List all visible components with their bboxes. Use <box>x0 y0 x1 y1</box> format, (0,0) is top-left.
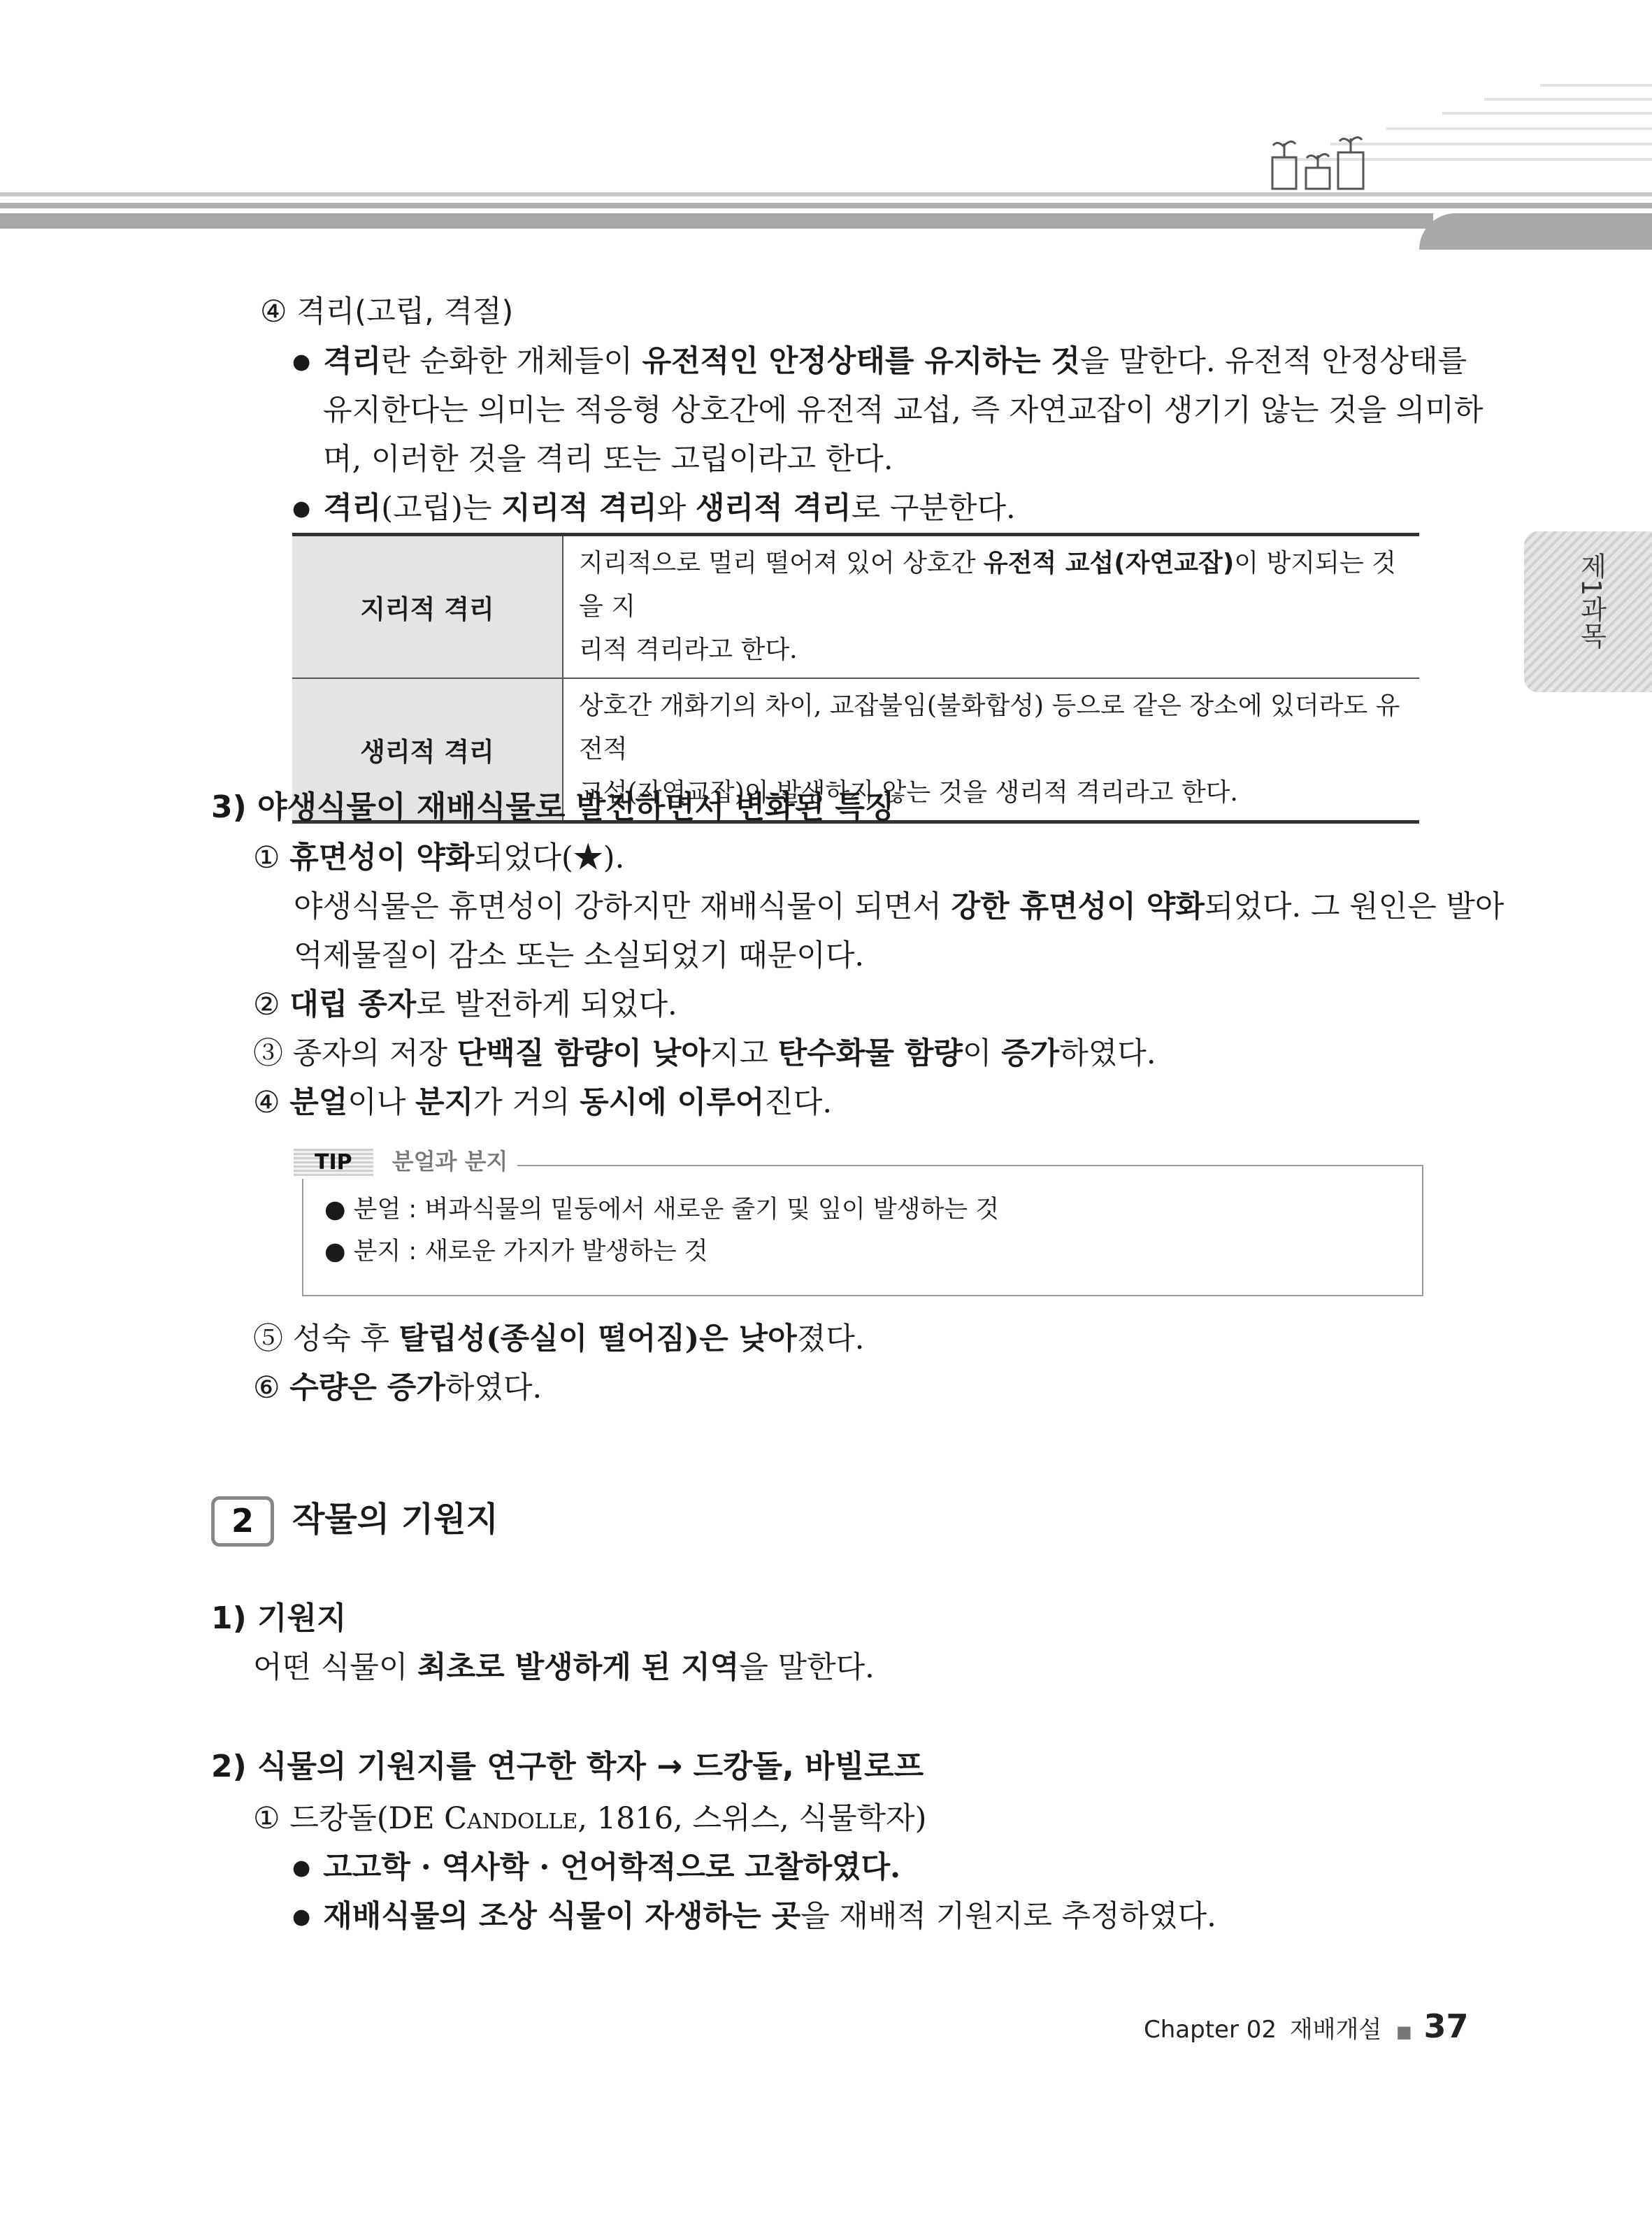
chapter-side-tab <box>1524 531 1652 692</box>
list-item: ⑤ 성숙 후 탈립성(종실이 떨어짐)은 낮아졌다. <box>253 1321 865 1356</box>
page-number: 37 <box>1423 2007 1469 2045</box>
bullet-item: ● 재배식물의 조상 식물이 자생하는 곳을 재배적 기원지로 추정하였다. <box>292 1892 1216 1944</box>
isolation-bullet-1-line-2: 유지한다는 의미는 적응형 상호간에 유전적 교섭, 즉 자연교잡이 생기기 않는 것을 의미하 <box>323 393 1484 428</box>
tip-line: ● 분지 : 새로운 가지가 발생하는 것 <box>324 1238 708 1266</box>
section-title: 작물의 기원지 <box>292 1500 498 1539</box>
tip-tag: TIP <box>294 1149 373 1176</box>
list-item: ① 드캉돌(DE CANDOLLE, 1816, 스위스, 식물학자) <box>253 1801 927 1836</box>
list-item-continuation: 야생식물은 휴면성이 강하지만 재배식물이 되면서 강한 휴면성이 약화되었다. 그 원인은 발아 <box>294 889 1504 924</box>
paragraph: 어떤 식물이 최초로 발생하게 된 지역을 말한다. <box>253 1650 875 1685</box>
isolation-bullet-1: ● 격리란 순화한 개체들이 유전적인 안정상태를 유지하는 것을 말한다. 유전적 안정상태를 <box>292 337 1467 389</box>
section-number-badge: 2 <box>211 1496 274 1547</box>
table-cell-desc: 상호간 개화기의 차이, 교잡불임(불화합성) 등으로 같은 장소에 있더라도 유전적 교섭(자연교잡)이 발생하지 않는 것을 생리적 격리라고 한다. <box>579 691 1400 807</box>
side-tab-label: 제1과목 <box>1576 552 1607 650</box>
table-cell-name: 지리적 격리 <box>292 535 563 679</box>
list-item: ③ 종자의 저장 단백질 함량이 낮아지고 탄수화물 함량이 증가하였다. <box>253 1036 1156 1071</box>
isolation-bullet-1-line-3: 며, 이러한 것을 격리 또는 고립이라고 한다. <box>323 442 893 477</box>
table-cell-desc: 지리적으로 멀리 떨어져 있어 상호간 유전적 교섭(자연교잡)이 방지되는 것을 지 리적 격리라고 한다. <box>563 535 1419 679</box>
list-item: ② 대립 종자로 발전하게 되었다. <box>253 987 677 1022</box>
tip-title: 분얼과 분지 <box>392 1148 508 1175</box>
footer-separator: ■ <box>1396 2022 1412 2042</box>
subsection-heading: 2) 식물의 기원지를 연구한 학자 → 드캉돌, 바빌로프 <box>211 1749 924 1784</box>
table-row <box>292 535 1419 679</box>
tip-line: ● 분얼 : 벼과식물의 밑둥에서 새로운 줄기 및 잎이 발생하는 것 <box>324 1196 1000 1224</box>
sprout-pots-icon <box>1265 133 1377 196</box>
footer-chapter: Chapter 02 <box>1144 2016 1277 2044</box>
isolation-bullet-2: ● 격리(고립)는 지리적 격리와 생리적 격리로 구분한다. <box>292 484 1016 536</box>
list-item-continuation: 억제물질이 감소 또는 소실되었기 때문이다. <box>294 938 865 973</box>
tip-header <box>294 1144 517 1179</box>
section-3-heading: 3) 야생식물이 재배식물로 발전하면서 변화된 특징 <box>211 789 895 825</box>
page-footer <box>1144 2005 1469 2053</box>
tip-box <box>302 1165 1423 1296</box>
table-cell-name: 생리적 격리 <box>292 678 563 822</box>
isolation-heading: ④ 격리(고립, 격절) <box>260 294 514 329</box>
subsection-heading: 1) 기원지 <box>211 1600 347 1636</box>
list-item: ④ 분얼이나 분지가 거의 동시에 이루어진다. <box>253 1085 833 1120</box>
isolation-table <box>292 533 1419 824</box>
footer-title: 재배개설 <box>1289 2016 1382 2044</box>
bullet-item: ● 고고학 · 역사학 · 언어학적으로 고찰하였다. <box>292 1843 900 1895</box>
list-item: ① 휴면성이 약화되었다(★). <box>253 840 625 875</box>
list-item: ⑥ 수량은 증가하였다. <box>253 1370 543 1405</box>
